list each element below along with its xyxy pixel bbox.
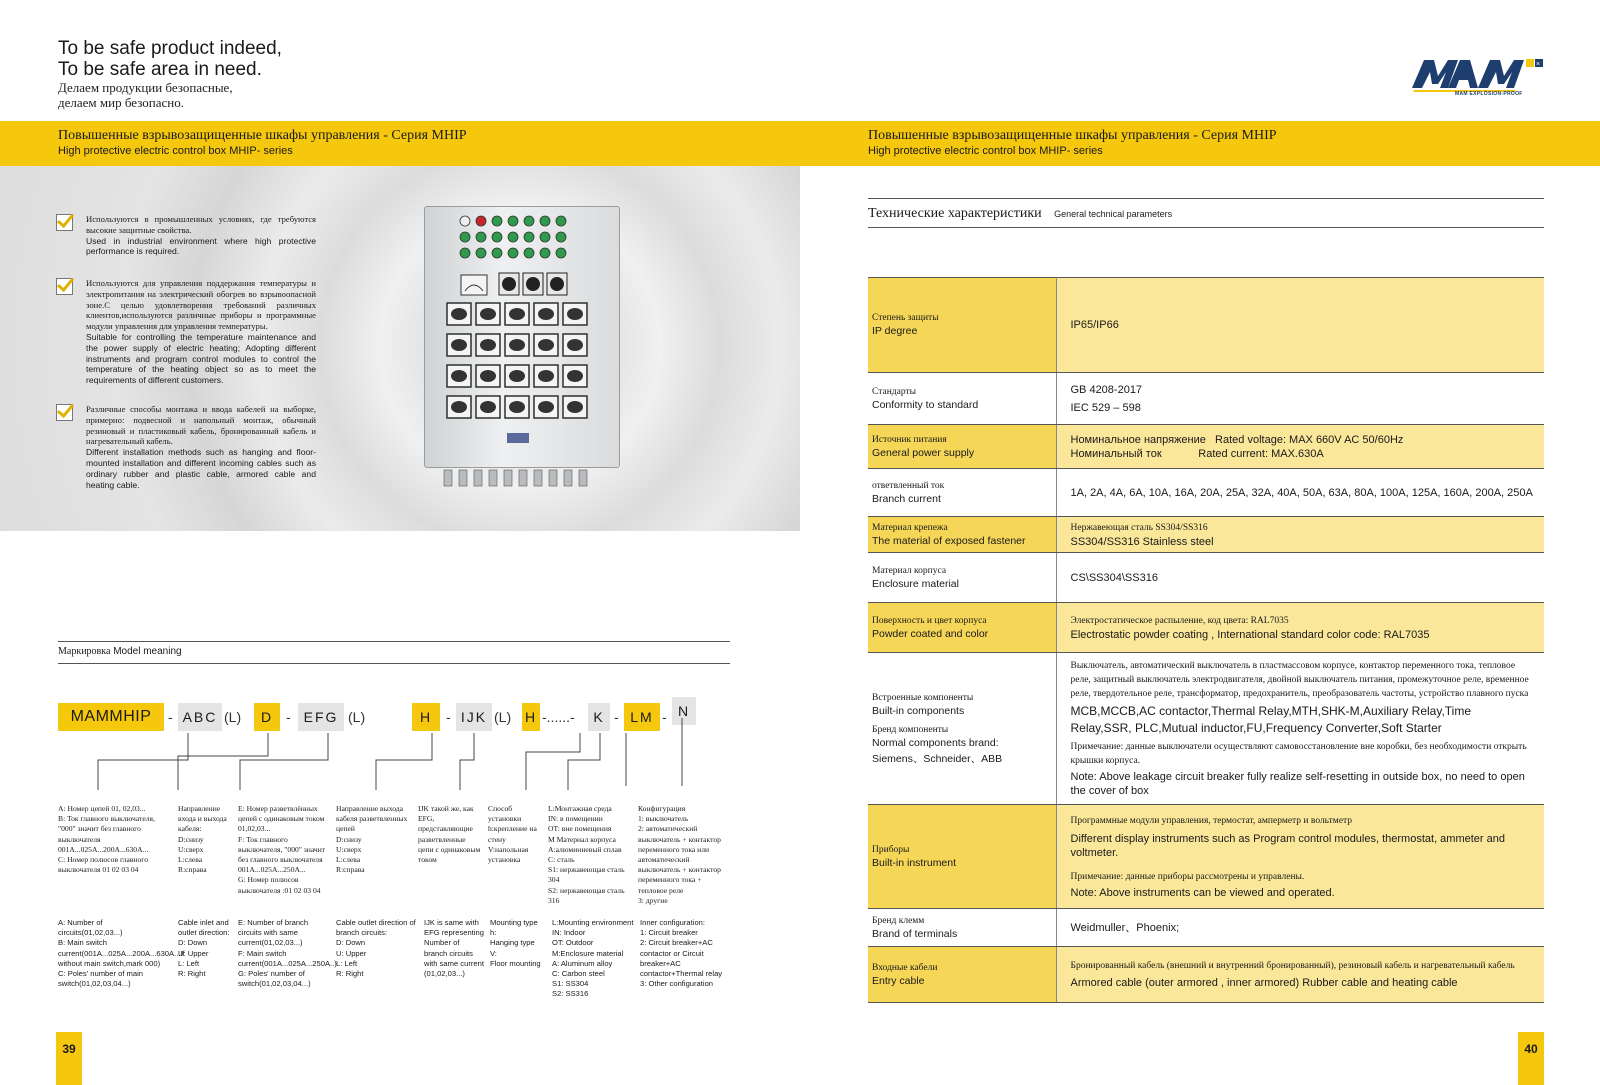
param-value: CS\SS304\SS316 <box>1070 571 1158 584</box>
indicator-light <box>492 216 502 226</box>
param-en: The material of exposed fastener <box>872 534 1026 547</box>
checkmark-icon <box>56 404 73 421</box>
model-part: EFG <box>298 703 344 731</box>
divider <box>868 227 1544 228</box>
model-part: LM <box>624 703 660 731</box>
rotary-switch-knob <box>538 339 554 351</box>
param-en: IP degree <box>872 325 918 337</box>
indicator-light <box>540 232 550 242</box>
cable-gland <box>519 470 527 486</box>
indicator-light <box>492 248 502 258</box>
cable-gland <box>489 470 497 486</box>
indicator-light <box>524 216 534 226</box>
model-desc-ru <box>548 804 634 906</box>
cable-gland <box>549 470 557 486</box>
param-en: Branch current <box>872 492 941 505</box>
param-value-ru: Программные модули управления, термостат, амперметр и вольтметр <box>1070 815 1353 826</box>
rotary-switch-knob <box>480 370 496 382</box>
param-ru: Бренд компоненты <box>872 724 949 735</box>
model-part: ABC <box>178 703 222 731</box>
param-en: Powder coated and color <box>872 627 989 640</box>
band-title-en: High protective electric control box MHIP- series <box>58 145 293 157</box>
param-ru: Встроенные компоненты <box>872 692 974 703</box>
rotary-switch-knob <box>509 339 525 351</box>
svg-text:×: × <box>1535 61 1541 68</box>
model-part: K <box>588 703 610 731</box>
table-row <box>868 947 1544 1003</box>
table-row <box>868 603 1544 653</box>
indicator-light <box>476 232 486 242</box>
param-ru: Входные кабели <box>872 962 938 973</box>
feature-ru: Используются в промышленных условиях, где требуются высокие защитные свойства. <box>86 214 316 235</box>
param-value: Note: Above instruments can be viewed and operated. <box>1070 886 1335 899</box>
table-title-ru: Технические характеристики <box>868 206 1042 221</box>
param-ru: Бренд клемм <box>872 915 925 926</box>
model-label-ru: Маркировка <box>58 646 111 657</box>
param-ru: Материал крепежа <box>872 522 948 533</box>
page-number-right: 40 <box>1518 1032 1544 1085</box>
param-value: 1A, 2A, 4A, 6A, 10A, 16A, 20A, 25A, 32A, 40A, 50A, 63A, 80A, 100A, 125A, 160A, 200A, 250A <box>1070 486 1533 499</box>
rotary-switch-knob <box>451 401 467 413</box>
model-part: H <box>522 703 540 731</box>
indicator-light <box>508 248 518 258</box>
rotary-switch-knob <box>509 308 525 320</box>
model-part: MAMMHIP <box>58 703 164 731</box>
param-value: Номинальное напряжение Rated voltage: MAX 660V AC 50/60Hz <box>1070 433 1404 446</box>
model-desc: L:Монтажная среда IN: в помещении OT: вне помещения M Материал корпуса A:алюминиевый сплав C: сталь S1: нержавеющая сталь 304 S2: нержавеющая сталь 316 <box>548 804 625 905</box>
model-desc: IJK is same with EFG representing Number of branch circuits with same current (01,02,03...) <box>424 918 484 979</box>
model-desc: E: Number of branch circuits with same current(01,02,03...) F: Main switch current(001A...025A...250A..) G: Poles' number of switch(01,02,03,04...) <box>238 918 337 989</box>
rotary-switch-knob <box>538 401 554 413</box>
param-en: General power supply <box>872 446 975 459</box>
feature-en: Different installation methods such as hanging and floor-mounted installation and different incoming cables such as ordinary rubber and plastic cable, armored cable and heating cable. <box>86 447 316 490</box>
logo-subtitle: MAM EXPLOSION-PROOF <box>1455 91 1523 97</box>
divider <box>868 198 1544 199</box>
band-title-left <box>58 128 467 158</box>
rotary-switch-knob <box>567 370 583 382</box>
feature-en: Suitable for controlling the temperature maintenance and the power supply of electric heating; Adopting different instruments and program control modules to control the temperature of the heating object so as to meet the requirements of different customers. <box>86 331 316 386</box>
model-label-en: Model meaning <box>113 646 182 657</box>
model-sep: - <box>446 709 451 725</box>
indicator-light <box>460 248 470 258</box>
cable-gland <box>534 470 542 486</box>
table-row <box>868 469 1544 517</box>
band-title-ru: Повышенные взрывозащищенные шкафы управления - Серия MHIP <box>58 128 467 143</box>
param-ru: Источник питания <box>872 434 947 445</box>
slogan-ru-1: Делаем продукции безопасные, <box>58 80 233 95</box>
param-value: Different display instruments such as Program control modules, thermostat, ammeter and voltmeter. <box>1070 832 1505 859</box>
param-value-ru: Примечание: данные выключатели осуществляют самовосстановление вне коробки, без необходимости открыть крышки корпуса. <box>1070 742 1527 766</box>
model-part: H <box>412 703 440 731</box>
model-desc-ru <box>638 804 728 906</box>
rotary-switch-knob <box>538 370 554 382</box>
model-desc-ru <box>58 804 168 875</box>
indicator-light <box>492 232 502 242</box>
indicator-light <box>540 248 550 258</box>
model-desc-en <box>552 918 634 1000</box>
model-sep: - <box>614 709 619 725</box>
band-title-en: High protective electric control box MHIP- series <box>868 145 1103 157</box>
model-desc-en <box>336 918 416 979</box>
model-part: IJK <box>456 703 492 731</box>
feature-ru: Различные способы монтажа и ввода кабелей на выборке, примерно: подвесной и напольный монтаж, обычный резиновый и пластиковый кабель, бронированный кабель и нагревательный кабель. <box>86 404 316 447</box>
model-desc-en <box>58 918 185 989</box>
cable-glands <box>440 468 600 490</box>
indicator-light <box>556 232 566 242</box>
param-ru: Поверхность и цвет корпуса <box>872 615 987 626</box>
model-desc: A: Номер цепей 01, 02,03... B: Ток главного выключателя, "000" значит без главного выключателя 001A...025A...200A...630A... C: Номер полюсов главного выключателя 01 02 03 04 <box>58 804 155 875</box>
indicator-light <box>524 232 534 242</box>
param-value: IEC 529 – 598 <box>1070 401 1141 414</box>
slogan <box>58 38 282 110</box>
band-title-ru: Повышенные взрывозащищенные шкафы управления - Серия MHIP <box>868 128 1277 143</box>
rotary-switch-knob <box>567 401 583 413</box>
feature-item <box>56 404 316 490</box>
rotary-switch-knob <box>451 308 467 320</box>
model-desc-en <box>490 918 546 969</box>
model-desc: Направление выхода кабеля разветвленных цепей D:снизу U:сверх L:слева R:справа <box>336 804 408 875</box>
cable-gland <box>459 470 467 486</box>
param-value: Note: Above leakage circuit breaker fully realize self-resetting in outside box, no need to open the cover of box <box>1070 771 1525 797</box>
param-value-ru: Выключатель, автоматический выключатель в пластмассовом корпусе, контактор переменного тока, тепловое реле, защитный выключатель электродвигателя, двойной выключатель питания, промежуточное реле, временное реле, твердотельное реле, трансформатор, предохранитель, преобразователь частоты, устройство плавного пуска <box>1070 661 1529 699</box>
table-row <box>868 909 1544 947</box>
model-part: N <box>672 697 696 725</box>
cable-gland <box>504 470 512 486</box>
indicator-light <box>476 248 486 258</box>
indicator-light <box>556 216 566 226</box>
model-desc: L:Mounting environment IN: Indoor OT: Outdoor M:Enclosure material A: Aluminum alloy C: Carbon steel S1: SS304 S2: SS316 <box>552 918 634 999</box>
model-sep: - <box>168 709 173 725</box>
rotary-switch-knob <box>451 370 467 382</box>
rotary-switch-knob <box>480 401 496 413</box>
model-part: (L) <box>224 709 242 725</box>
param-value-ru: Нержавеющая сталь SS304/SS316 <box>1070 522 1208 533</box>
model-desc-ru <box>336 804 416 875</box>
slogan-ru-2: делаем мир безопасно. <box>58 95 184 110</box>
table-row <box>868 553 1544 603</box>
model-desc-ru <box>418 804 482 865</box>
model-desc-en <box>238 918 337 989</box>
table-row <box>868 425 1544 469</box>
model-desc-ru <box>178 804 234 875</box>
model-part: (L) <box>494 709 512 725</box>
model-desc-ru <box>238 804 328 896</box>
rotary-switch-knob <box>451 339 467 351</box>
feature-item <box>56 278 316 386</box>
param-value: Electrostatic powder coating , International standard color code: RAL7035 <box>1070 628 1430 641</box>
spec-table <box>868 277 1544 1003</box>
param-value-ru: Примечание: данные приборы рассмотрены и управлены. <box>1070 871 1305 882</box>
indicator-light <box>524 248 534 258</box>
cable-gland <box>564 470 572 486</box>
param-value: IP65/IP66 <box>1070 319 1119 331</box>
cable-gland <box>579 470 587 486</box>
rotary-switch-knob <box>538 308 554 320</box>
table-row <box>868 653 1544 805</box>
model-desc: Конфигурация 1: выключатель 2: автоматический выключатель + контактор переменного тока или автоматический выключатель + контактор переменного тока + тепловое реле 3: другие <box>638 804 721 905</box>
param-en: Siemens、Schneider、ABB <box>872 752 1003 765</box>
divider <box>58 663 730 664</box>
model-desc-en <box>424 918 484 979</box>
selector-knob <box>526 277 540 291</box>
slogan-en-1: To be safe product indeed, <box>58 38 282 59</box>
param-ru: Приборы <box>872 844 910 855</box>
param-en: Built-in components <box>872 704 965 717</box>
model-desc: A: Number of circuits(01,02,03...) B: Main switch current(001A...025A...200A...630A...If without main switch,mark 000) C: Poles' number of main switch(01,02,03,04...) <box>58 918 185 989</box>
rotary-switch-knob <box>480 339 496 351</box>
model-part: (L) <box>348 709 366 725</box>
model-desc: Способ установки h:крепление на стену V:напольная установка <box>488 804 537 865</box>
model-sep: -......- <box>542 709 575 725</box>
model-desc: IJK такой же, как EFG, представляющие разветвленные цепи с одинаковым током <box>418 804 481 865</box>
page-number-left: 39 <box>56 1032 82 1085</box>
param-en: Built-in instrument <box>872 856 957 869</box>
selector-knob <box>550 277 564 291</box>
rotary-switch-knob <box>509 370 525 382</box>
param-value-ru: Электростатическое распыление, код цвета: RAL7035 <box>1070 615 1289 626</box>
param-en: Entry cable <box>872 974 925 987</box>
param-value: MCB,MCCB,AC contactor,Thermal Relay,MTH,SHK-M,Auxiliary Relay,Time Relay,SSR, PLC,Mutual inductor,FU,Frequency Converter,Soft Starter <box>1070 704 1472 735</box>
indicator-light <box>460 232 470 242</box>
rotary-switch-knob <box>509 401 525 413</box>
param-ru: Материал корпуса <box>872 565 947 576</box>
checkmark-icon <box>56 278 73 295</box>
control-box-image <box>424 206 620 468</box>
indicator-light <box>556 248 566 258</box>
model-desc-en <box>640 918 730 989</box>
model-desc: Направление входа и выхода кабеля: D:снизу U:сверх L:слева R:справа <box>178 804 227 875</box>
rotary-switch-knob <box>567 339 583 351</box>
rotary-switch-knob <box>567 308 583 320</box>
model-part: D <box>254 703 280 731</box>
param-value-ru: Бронированный кабель (внешний и внутренний бронированный), резиновый кабель и нагревательный кабель <box>1070 961 1515 971</box>
indicator-light <box>540 216 550 226</box>
table-row <box>868 373 1544 425</box>
param-value: Weidmuller、Phoenix; <box>1070 921 1180 934</box>
param-ru: Степень защиты <box>872 313 939 323</box>
table-row <box>868 278 1544 373</box>
indicator-light <box>508 216 518 226</box>
model-desc-en <box>178 918 234 979</box>
model-desc: Inner configuration: 1: Circuit breaker 2: Circuit breaker+AC contactor or Circuit breaker+AC contactor+Thermal relay 3: Other configuration <box>640 918 723 989</box>
indicator-light <box>460 216 470 226</box>
model-desc: Mounting type h: Hanging type V: Floor mounting <box>490 918 541 968</box>
checkmark-icon <box>56 214 73 231</box>
model-desc: Cable inlet and outlet direction: D: Down U: Upper L: Left R: Right <box>178 918 230 979</box>
table-title <box>868 204 1172 222</box>
cable-gland <box>474 470 482 486</box>
table-row <box>868 517 1544 553</box>
model-sep: - <box>286 709 291 725</box>
slogan-en-2: To be safe area in need. <box>58 59 262 80</box>
cable-gland <box>444 470 452 486</box>
param-value: Armored cable (outer armored , inner armored) Rubber cable and heating cable <box>1070 977 1458 989</box>
control-box-panel <box>425 207 621 469</box>
selector-knob <box>502 277 516 291</box>
param-en: Normal components brand: <box>872 736 999 749</box>
param-value: SS304/SS316 Stainless steel <box>1070 535 1214 548</box>
param-en: Brand of terminals <box>872 927 958 940</box>
band-title-right <box>868 128 1277 158</box>
param-ru: Стандарты <box>872 386 916 397</box>
model-sep: - <box>662 709 667 725</box>
param-value: Номинальный ток Rated current: MAX.630A <box>1070 447 1324 460</box>
model-desc-ru <box>488 804 546 865</box>
param-en: Conformity to standard <box>872 398 979 411</box>
table-row <box>868 805 1544 909</box>
table-title-en: General technical parameters <box>1054 209 1173 219</box>
param-ru: ответвленный ток <box>872 480 945 491</box>
feature-ru: Используются для управления поддержания температуры и электропитания на электрический обогрев во взрывоопасной зоне.С целью удовлетворения требований различных клиентов,используются различные приборы и программные модули управления для управления температуры. <box>86 278 316 332</box>
indicator-light <box>476 216 486 226</box>
param-en: Enclosure material <box>872 577 959 590</box>
feature-en: Used in industrial environment where high protective performance is required. <box>86 235 316 257</box>
model-meaning-label <box>58 646 182 657</box>
indicator-light <box>508 232 518 242</box>
param-value: GB 4208-2017 <box>1070 383 1143 396</box>
model-desc: E: Номер разветвлённых цепей с одинаковым током 01,02,03... F: Ток главного выключателя, "000" значит без главного выключателя 001A...025A...250A... G: Номер полюсов выключателя :01 02 03 04 <box>238 804 326 895</box>
divider <box>58 641 730 642</box>
feature-item <box>56 214 316 257</box>
rotary-switch-knob <box>480 308 496 320</box>
model-desc: Cable outlet direction of branch circuits: D: Down U: Upper L: Left R: Right <box>336 918 416 979</box>
